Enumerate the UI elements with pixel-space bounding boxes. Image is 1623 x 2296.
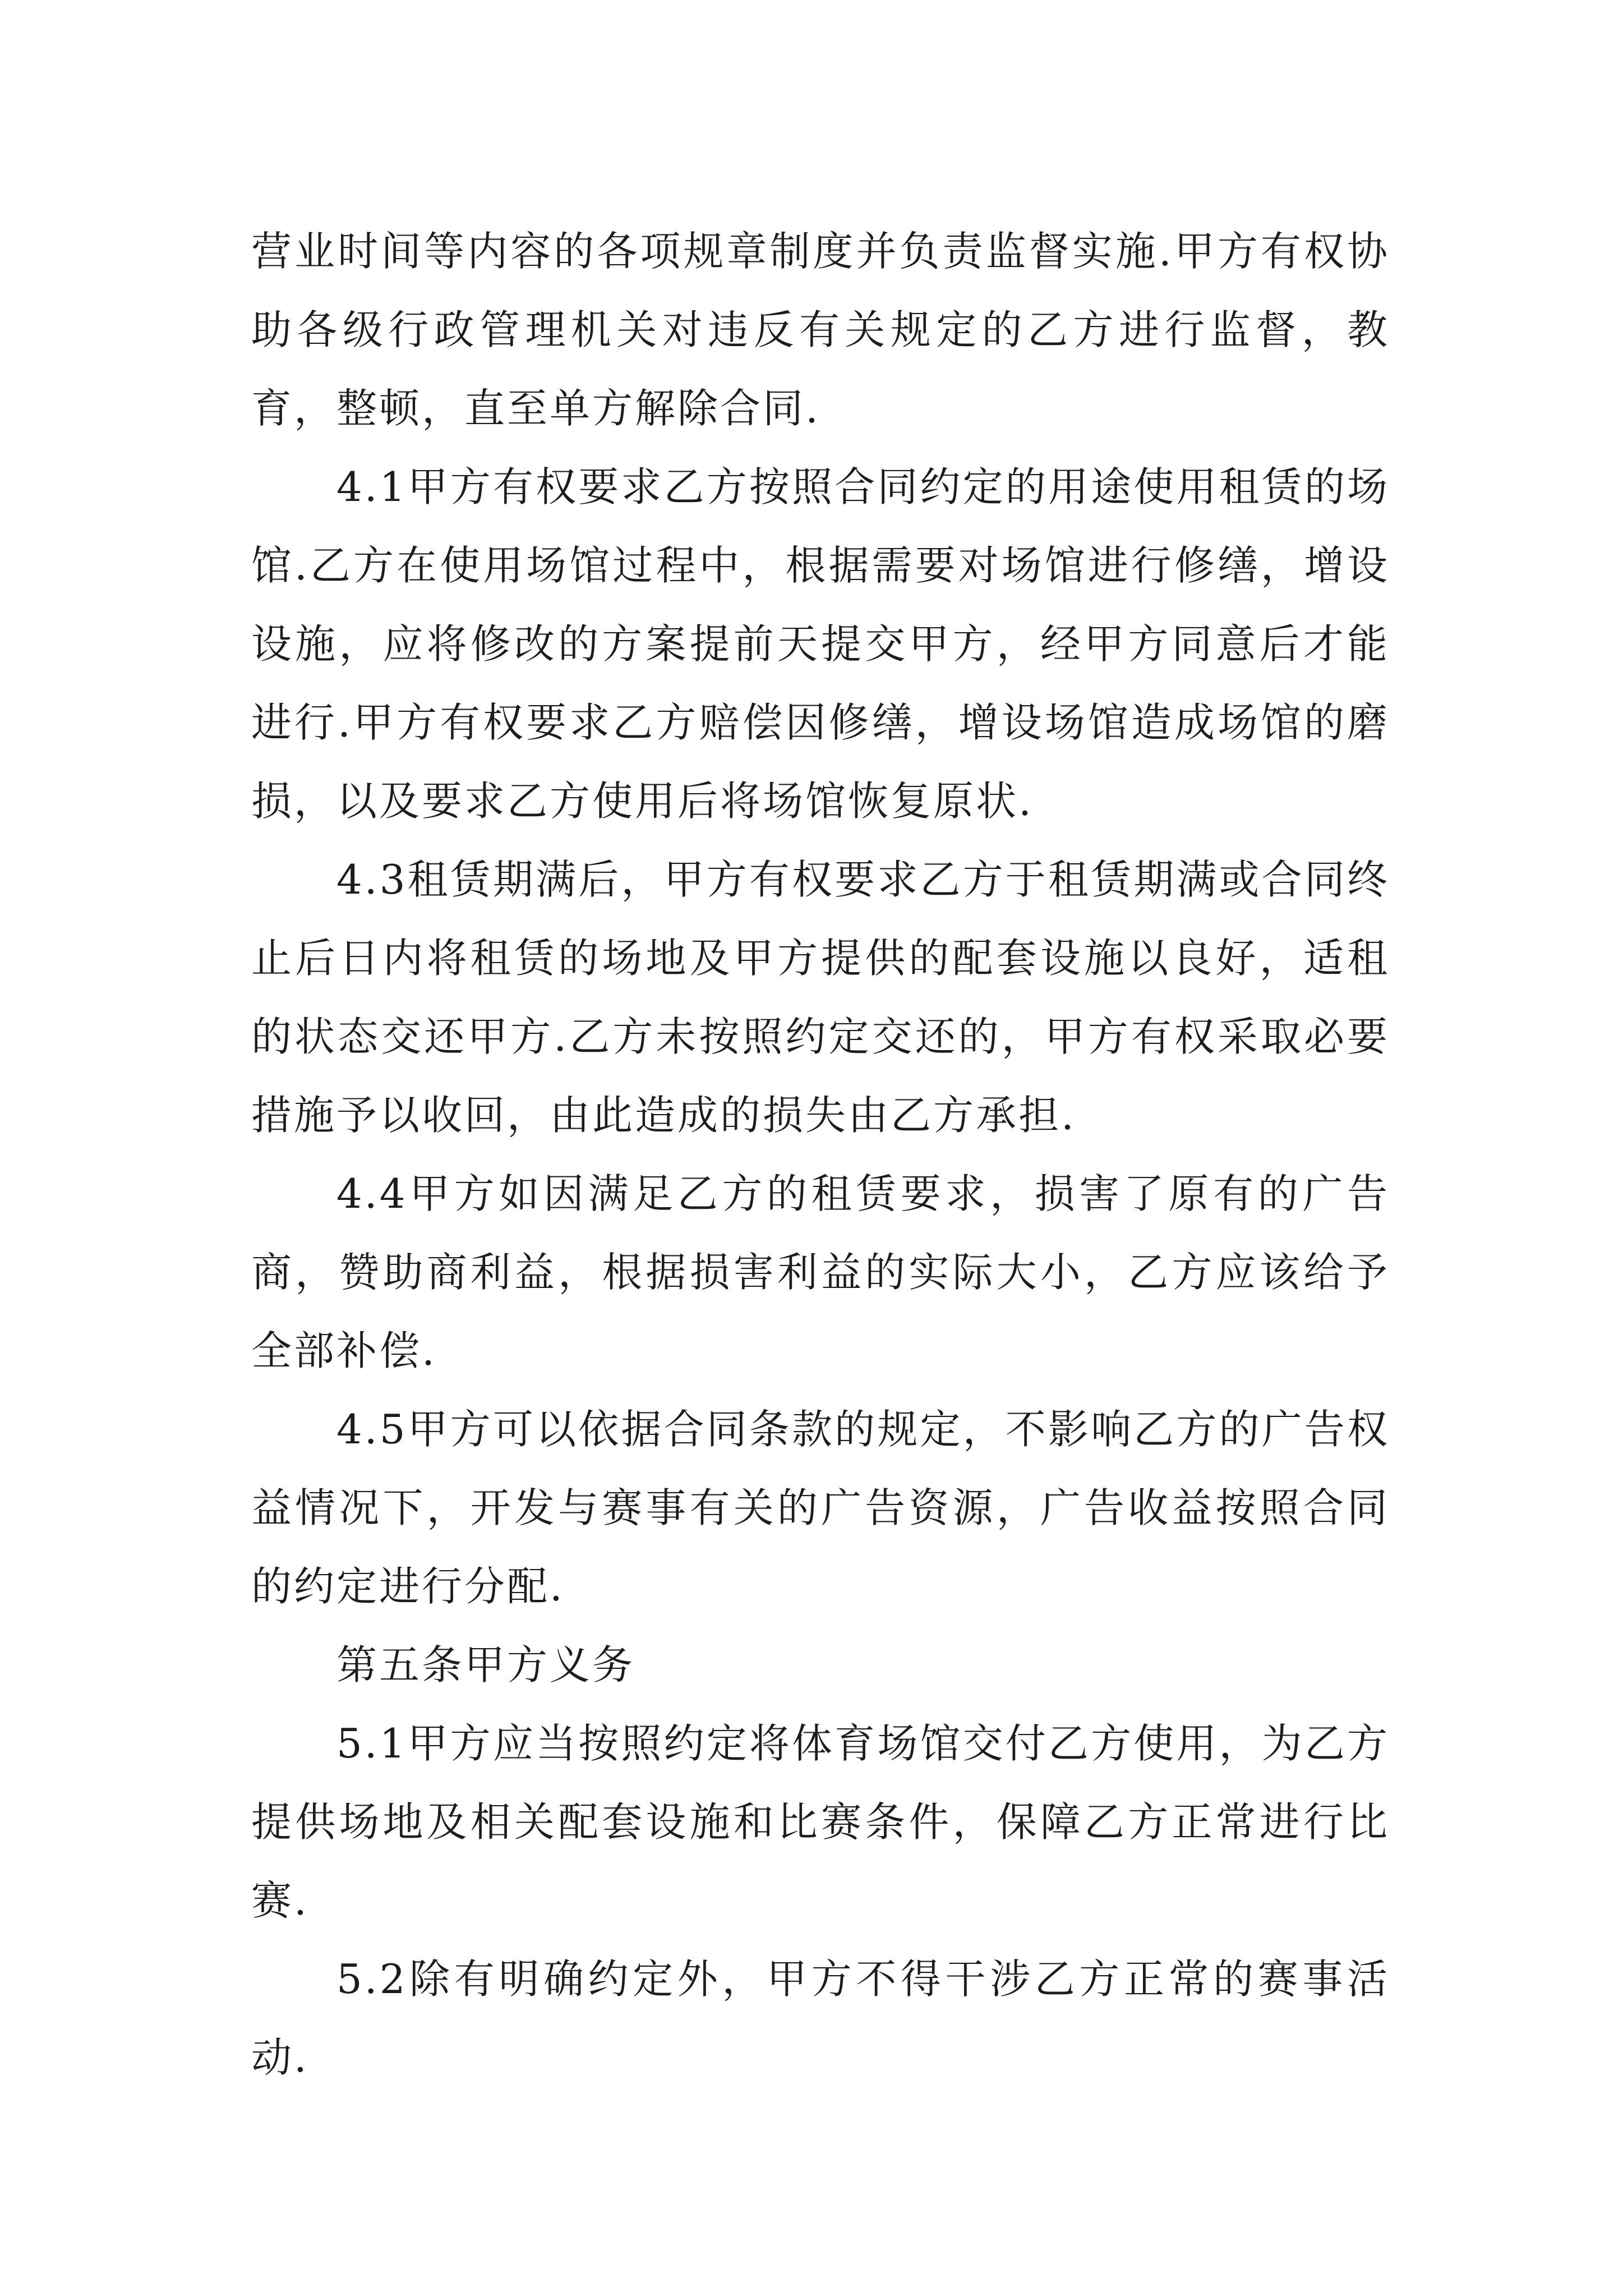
paragraph-clause-5-2: 5.2除有明确约定外，甲方不得干涉乙方正常的赛事活动. <box>251 1955 1390 2081</box>
paragraph-clause-4-1: 4.1甲方有权要求乙方按照合同约定的用途使用租赁的场馆.乙方在使用场馆过程中，根据需要对场馆进行修缮，增设设施，应将修改的方案提前天提交甲方，经甲方同意后才能进行.甲方有权要求乙方赔偿因修缮，增设场馆造成场馆的磨损，以及要求乙方使用后将场馆恢复原状. <box>251 463 1390 825</box>
paragraph-continuation: 营业时间等内容的各项规章制度并负责监督实施.甲方有权协助各级行政管理机关对违反有关规定的乙方进行监督，教育，整顿，直至单方解除合同. <box>251 228 1390 432</box>
article-heading: 第五条甲方义务 <box>336 1641 635 1688</box>
paragraph-clause-4-3: 4.3租赁期满后，甲方有权要求乙方于租赁期满或合同终止后日内将租赁的场地及甲方提供的配套设施以良好，适租的状态交还甲方.乙方未按照约定交还的，甲方有权采取必要措施予以收回，由此造成的损失由乙方承担. <box>251 856 1390 1139</box>
paragraph-clause-4-4: 4.4甲方如因满足乙方的租赁要求，损害了原有的广告商，赞助商利益，根据损害利益的实际大小，乙方应该给予全部补偿. <box>251 1170 1390 1374</box>
paragraph-clause-5-1: 5.1甲方应当按照约定将体育场馆交付乙方使用，为乙方提供场地及相关配套设施和比赛条件，保障乙方正常进行比赛. <box>251 1720 1390 1924</box>
document-body <box>251 212 1390 2097</box>
paragraph-clause-4-5: 4.5甲方可以依据合同条款的规定，不影响乙方的广告权益情况下，开发与赛事有关的广告资源，广告收益按照合同的约定进行分配. <box>251 1406 1390 1610</box>
